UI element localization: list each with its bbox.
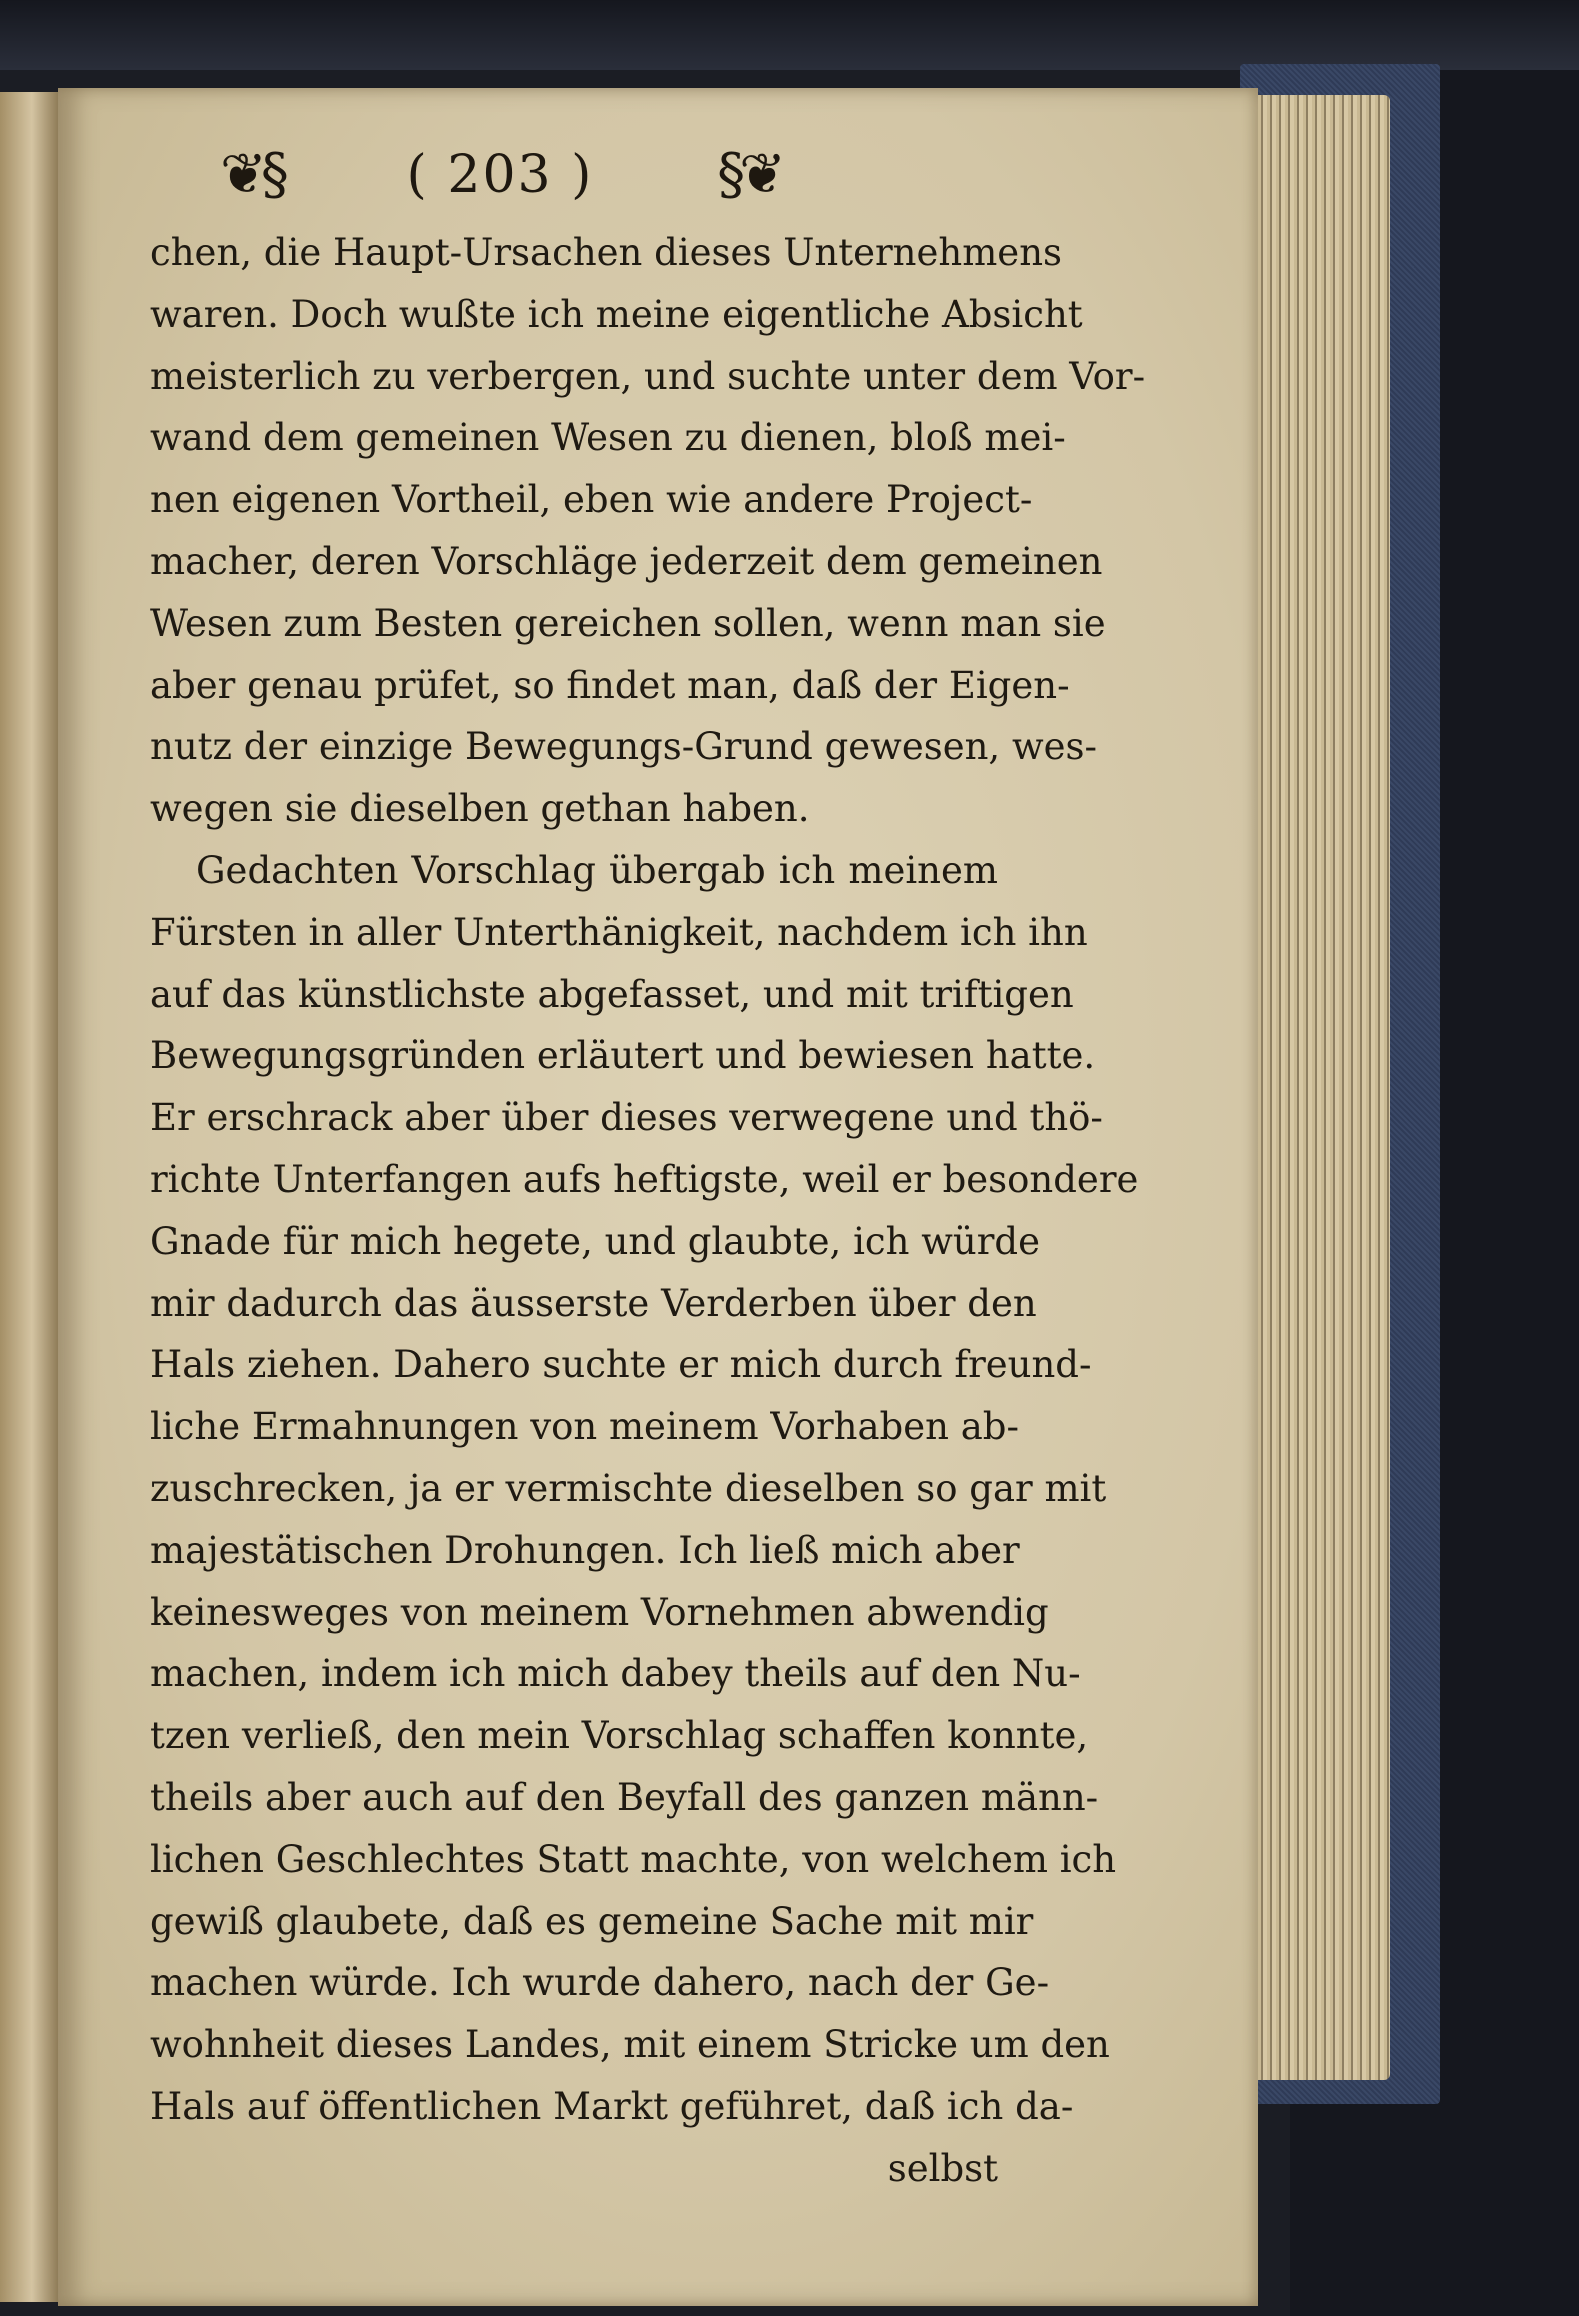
text-line: aber genau prüfet, so findet man, daß der Eigen- — [150, 663, 1070, 707]
text-line: wohnheit dieses Landes, mit einem Stricke um den — [150, 2023, 1110, 2067]
text-line: waren. Doch wußte ich meine eigentliche Absicht — [150, 292, 1083, 336]
text-line: nen eigenen Vortheil, eben wie andere Project- — [150, 478, 1033, 522]
text-line: keinesweges von meinem Vornehmen abwendig — [150, 1590, 1049, 1634]
text-line: meisterlich zu verbergen, und suchte unter dem Vor- — [150, 354, 1146, 398]
text-line: gewiß glaubete, daß es gemeine Sache mit mir — [150, 1899, 1034, 1943]
left-page-edge — [0, 92, 58, 2302]
text-line: chen, die Haupt-Ursachen dieses Unternehmens — [150, 231, 1063, 274]
text-line: tzen verließ, den mein Vorschlag schaffen konnte, — [150, 1714, 1089, 1758]
text-line: wand dem gemeinen Wesen zu dienen, bloß mei- — [150, 416, 1066, 460]
text-line: Gnade für mich hegete, und glaubte, ich würde — [150, 1219, 1040, 1263]
book-cover-top — [0, 0, 1579, 70]
text-line: Gedachten Vorschlag übergab ich meinem — [196, 848, 998, 892]
text-line: Fürsten in aller Unterthänigkeit, nachdem ich ihn — [150, 910, 1088, 954]
text-line: lichen Geschlechtes Statt machte, von welchem ich — [150, 1837, 1117, 1881]
ornament-right-icon: §❦ — [717, 142, 780, 207]
running-header — [220, 135, 780, 215]
ornament-left-icon: ❦§ — [220, 142, 283, 207]
text-line: zuschrecken, ja er vermischte dieselben so gar mit — [150, 1466, 1107, 1510]
text-line: Bewegungsgründen erläutert und bewiesen hatte. — [150, 1034, 1096, 1078]
text-line: nutz der einzige Bewegungs-Grund gewesen, wes- — [150, 725, 1098, 769]
page-body — [150, 222, 1146, 2200]
text-line: mir dadurch das äusserste Verderben über den — [150, 1281, 1037, 1325]
catchword: selbst — [887, 2146, 998, 2190]
text-line: richte Unterfangen aufs heftigste, weil er besondere — [150, 1157, 1139, 1201]
text-line: liche Ermahnungen von meinem Vorhaben ab- — [150, 1405, 1019, 1449]
text-line: machen, indem ich mich dabey theils auf den Nu- — [150, 1652, 1081, 1696]
text-line: wegen sie dieselben gethan haben. — [150, 787, 810, 831]
text-line: auf das künstlichste abgefasset, und mit triftigen — [150, 972, 1074, 1016]
text-line: Hals auf öffentlichen Markt geführet, daß ich da- — [150, 2084, 1074, 2128]
page-edges — [1240, 95, 1390, 2080]
text-line: macher, deren Vorschläge jederzeit dem gemeinen — [150, 539, 1103, 583]
text-line: majestätischen Drohungen. Ich ließ mich aber — [150, 1528, 1020, 1572]
text-line: machen würde. Ich wurde dahero, nach der Ge- — [150, 1961, 1050, 2005]
text-line: Wesen zum Besten gereichen sollen, wenn man sie — [150, 601, 1106, 645]
page-number: ( 203 ) — [406, 145, 594, 205]
text-line: Er erschrack aber über dieses verwegene und thö- — [150, 1096, 1103, 1140]
text-line: theils aber auch auf den Beyfall des ganzen männ- — [150, 1775, 1099, 1819]
text-line: Hals ziehen. Dahero suchte er mich durch freund- — [150, 1343, 1092, 1387]
